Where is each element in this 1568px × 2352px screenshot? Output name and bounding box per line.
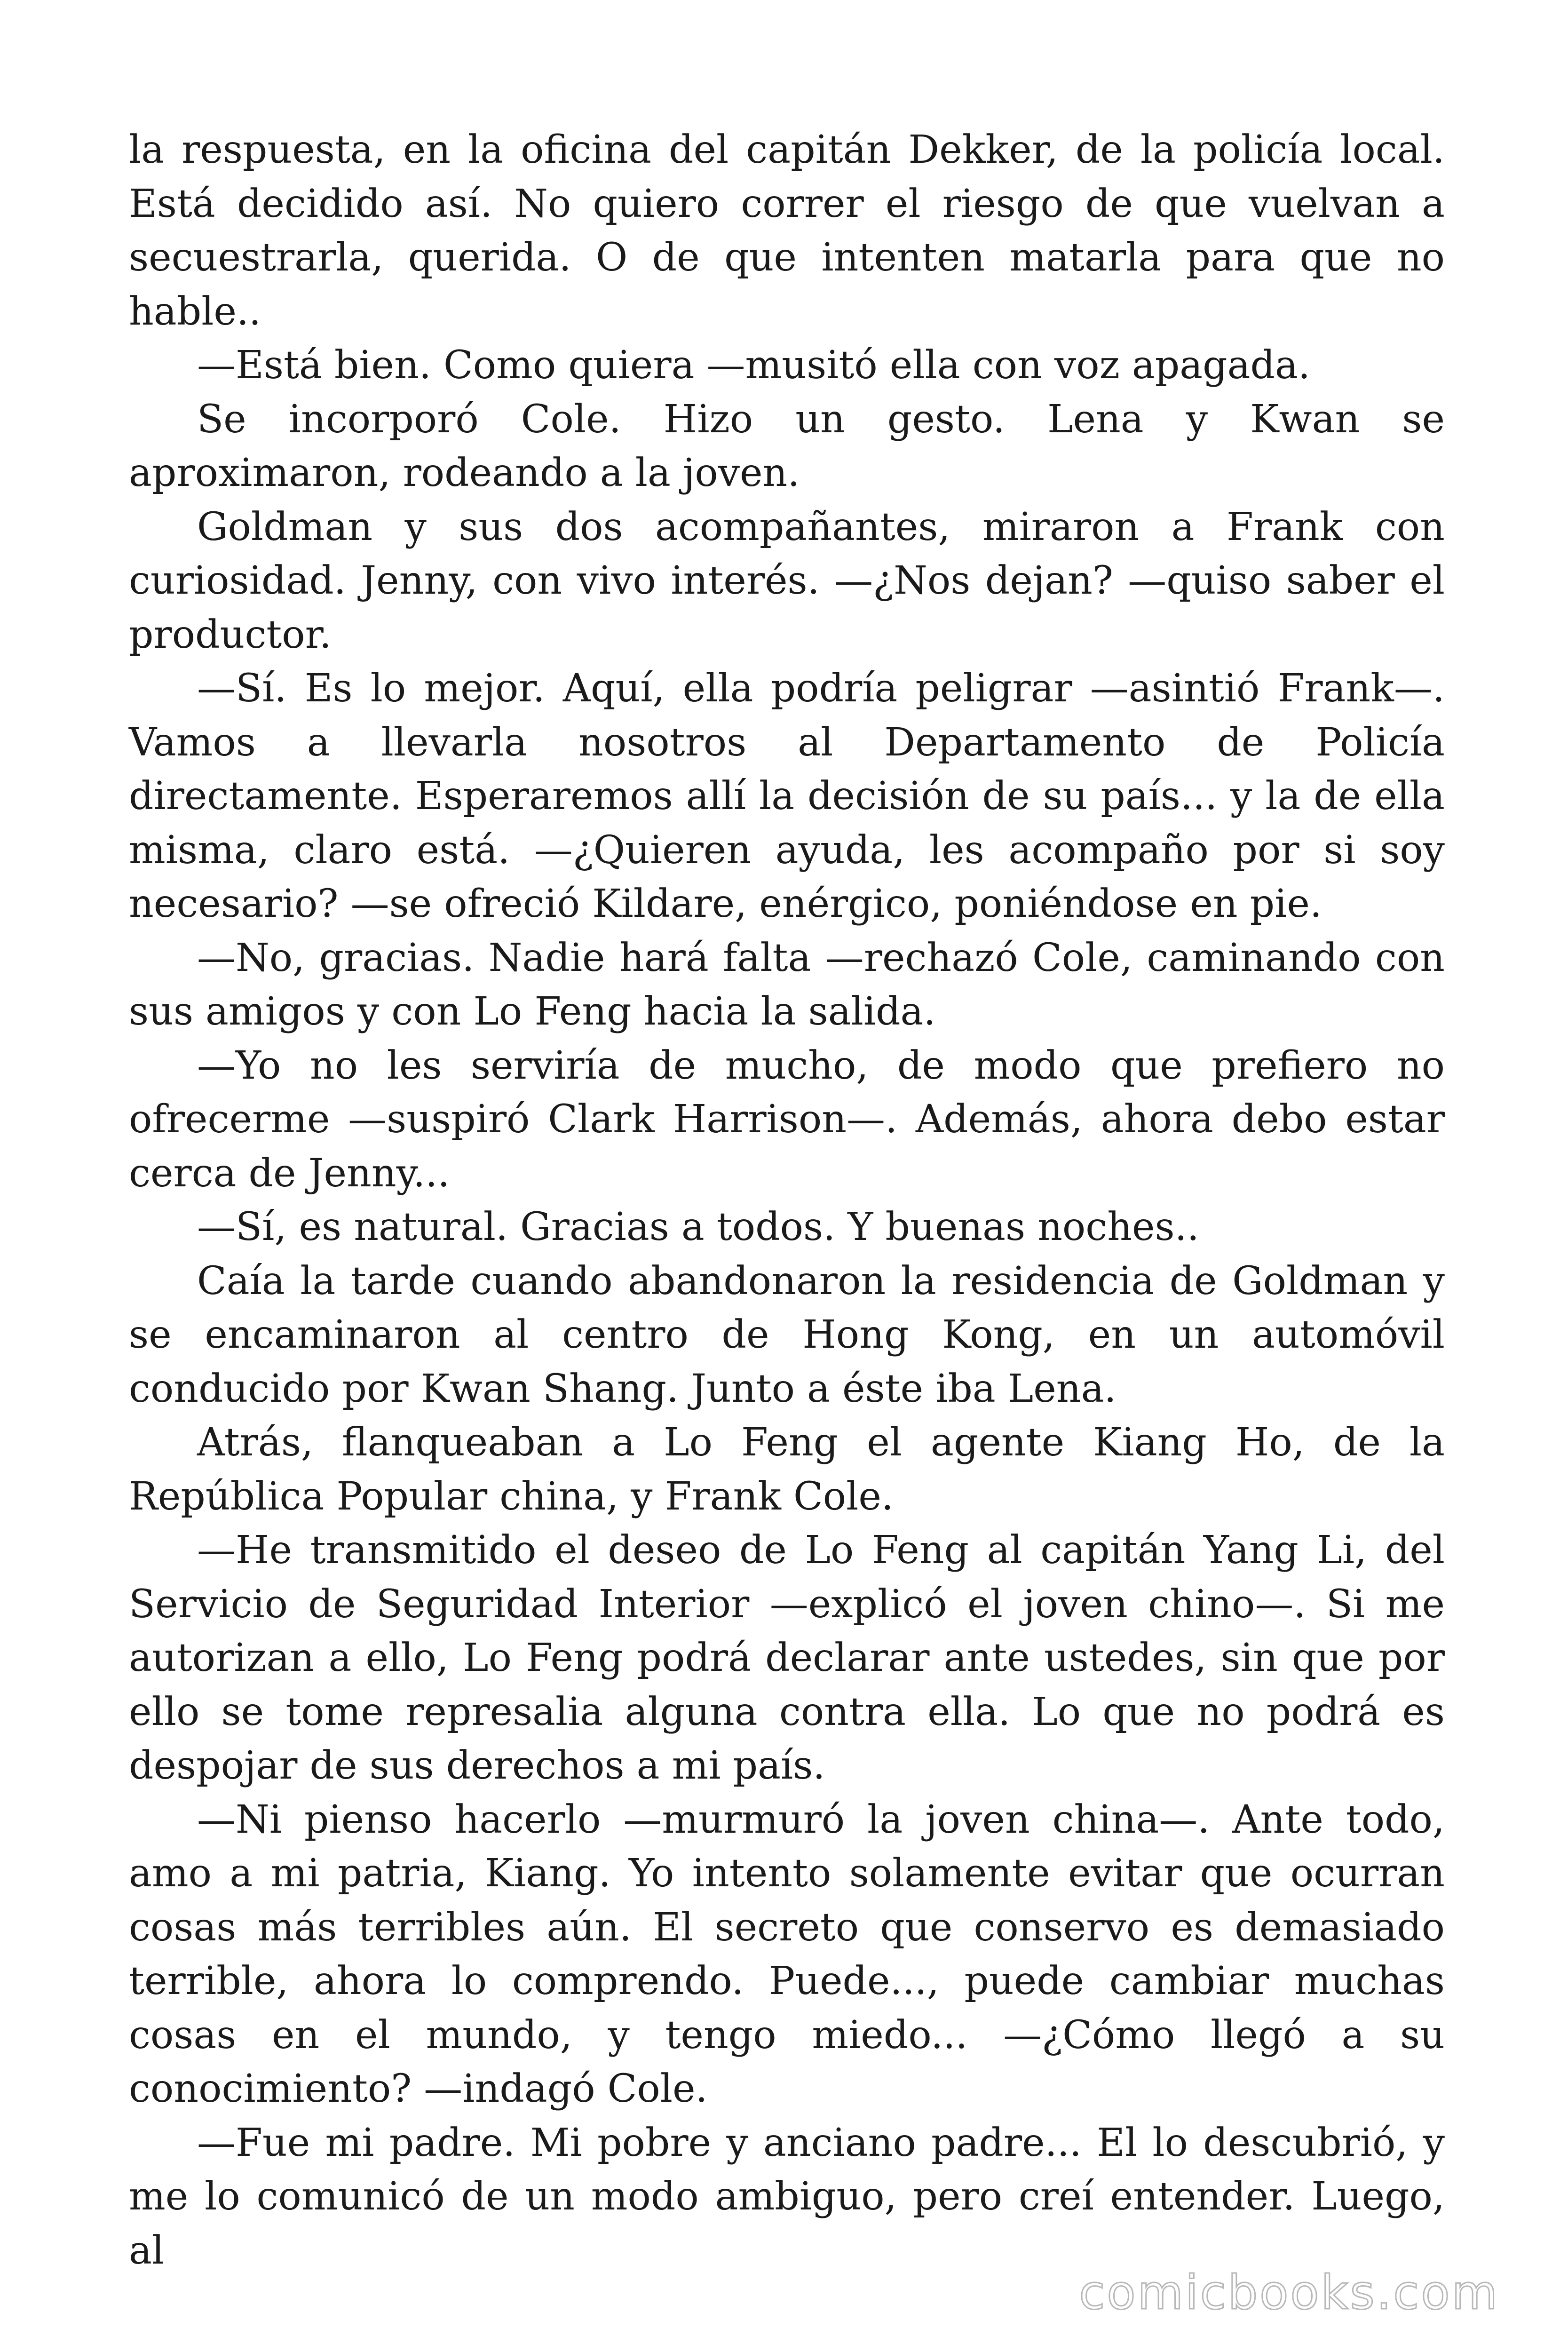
paragraph: —Yo no les serviría de mucho, de modo que prefiero no ofrecerme —suspiró Clark Harrison—. Además, ahora debo estar cerca de Jenny...: [129, 1043, 1445, 1196]
paragraph: —Sí. Es lo mejor. Aquí, ella podría peligrar —asintió Frank—. Vamos a llevarla nosotros al Departamento de Policía directamente. Esperaremos allí la decisión de su país... y la de ella misma, claro está. —¿Quieren ayuda, les acompaño por si soy necesario? —se ofreció Kildare, enérgico, poniéndose en pie.: [129, 666, 1445, 926]
paragraph: Se incorporó Cole. Hizo un gesto. Lena y Kwan se aproximaron, rodeando a la joven.: [129, 397, 1445, 495]
paragraph: —He transmitido el deseo de Lo Feng al capitán Yang Li, del Servicio de Seguridad Interior —explicó el joven chino—. Si me autorizan a ello, Lo Feng podrá declarar ante ustedes, sin que por ello se tome represalia alguna contra ella. Lo que no podrá es despojar de sus derechos a mi país.: [129, 1528, 1445, 1788]
paragraph: la respuesta, en la oficina del capitán Dekker, de la policía local. Está decidido así. No quiero correr el riesgo de que vuelvan a secuestrarla, querida. O de que intenten matarla para que no hable..: [129, 127, 1445, 334]
watermark: comicbooks.com: [1079, 2265, 1499, 2320]
paragraph: —Ni pienso hacerlo —murmuró la joven china—. Ante todo, amo a mi patria, Kiang. Yo intento solamente evitar que ocurran cosas más terribles aún. El secreto que conservo es demasiado terrible, ahora lo comprendo. Puede..., puede cambiar muchas cosas en el mundo, y tengo miedo... —¿Cómo llegó a su conocimiento? —indagó Cole.: [129, 1797, 1445, 2111]
paragraph: —No, gracias. Nadie hará falta —rechazó Cole, caminando con sus amigos y con Lo Feng hacia la salida.: [129, 935, 1445, 1034]
paragraph: Caía la tarde cuando abandonaron la residencia de Goldman y se encaminaron al centro de Hong Kong, en un automóvil conducido por Kwan Shang. Junto a éste iba Lena.: [129, 1258, 1445, 1411]
paragraph: —Está bien. Como quiera —musitó ella con voz apagada.: [197, 343, 1310, 388]
paragraph: —Sí, es natural. Gracias a todos. Y buenas noches..: [197, 1205, 1199, 1249]
paragraph: —Fue mi padre. Mi pobre y anciano padre... El lo descubrió, y me lo comunicó de un modo ambiguo, pero creí entender. Luego, al: [129, 2120, 1445, 2273]
paragraph: Goldman y sus dos acompañantes, miraron a Frank con curiosidad. Jenny, con vivo interés. —¿Nos dejan? —quiso saber el productor.: [129, 504, 1445, 657]
body-text: [129, 123, 1445, 2278]
paragraph: Atrás, flanqueaban a Lo Feng el agente Kiang Ho, de la República Popular china, y Frank Cole.: [129, 1420, 1445, 1519]
